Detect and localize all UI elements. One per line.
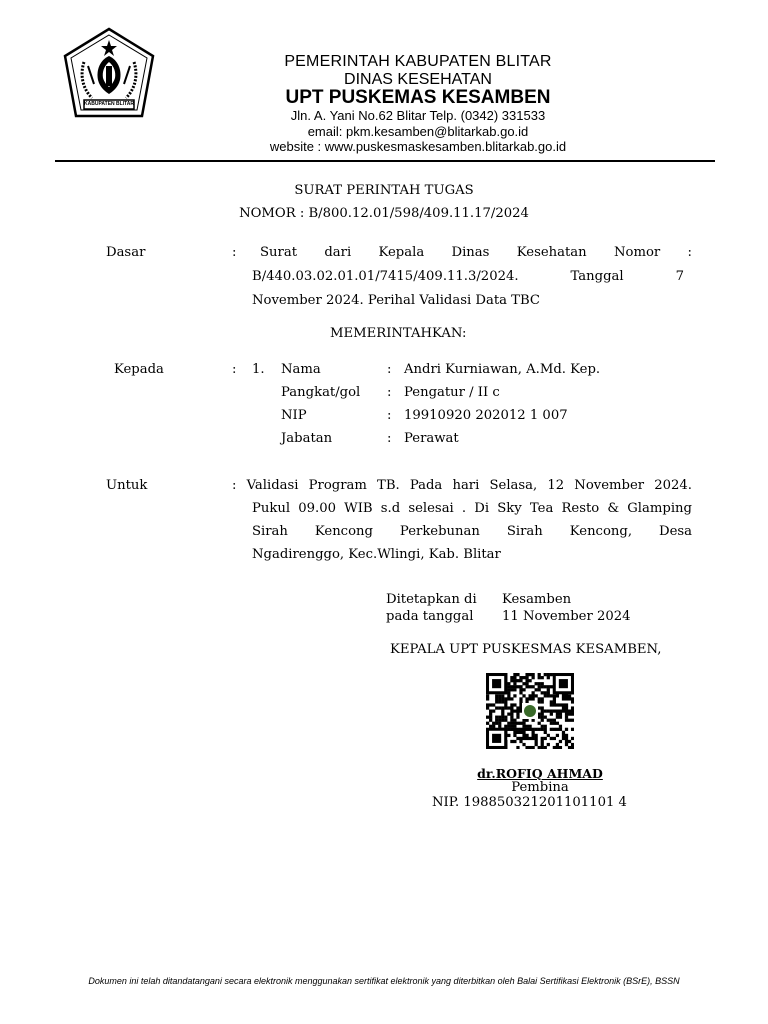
dasar-line-3: November 2024. Perihal Validasi Data TBC — [252, 293, 540, 308]
untuk-line-3: Sirah Kencong Perkebunan Sirah Kencong, Desa — [252, 524, 692, 539]
field-colon-jabatan: : — [387, 431, 392, 446]
dasar-line-1: Surat dari Kepala Dinas Kesehatan Nomor : — [260, 245, 692, 260]
regency-seal-logo — [62, 26, 156, 126]
letterhead-divider — [55, 160, 715, 162]
document-number: NOMOR : B/800.12.01/598/409.11.17/2024 — [239, 206, 529, 221]
kepada-index: 1. — [252, 362, 265, 377]
ditetapkan-value: Kesamben — [502, 592, 572, 607]
e-signature-notice: Dokumen ini telah ditandatangani secara elektronik menggunakan sertifikat elektronik yang diterbitkan oleh Balai Sertifikasi Elektronik (BSrE), BSSN — [88, 976, 680, 986]
field-value-nip: 19910920 202012 1 007 — [404, 408, 568, 423]
untuk-line-1: : Validasi Program TB. Pada hari Selasa, 12 November 2024. — [232, 478, 692, 493]
tanggal-label: pada tanggal — [386, 609, 474, 624]
field-label-pangkat: Pangkat/gol — [281, 385, 361, 400]
address-line: Jln. A. Yani No.62 Blitar Telp. (0342) 331533 — [290, 108, 546, 123]
signatory-rank: Pembina — [511, 780, 569, 795]
government-name: PEMERINTAH KABUPATEN BLITAR — [284, 53, 552, 70]
document-title: SURAT PERINTAH TUGAS — [294, 183, 474, 198]
agency-name: DINAS KESEHATAN — [344, 71, 492, 88]
field-value-nama: Andri Kurniawan, A.Md. Kep. — [404, 362, 601, 377]
website-line: website : www.puskesmaskesamben.blitarkab.go.id — [269, 139, 567, 154]
signatory-office: KEPALA UPT PUSKESMAS KESAMBEN, — [390, 642, 662, 657]
dasar-label: Dasar — [106, 245, 146, 260]
dasar-colon: : — [232, 245, 237, 260]
untuk-line-2: Pukul 09.00 WIB s.d selesai . Di Sky Tea Resto & Glamping — [252, 501, 692, 516]
unit-name: UPT PUSKEMAS KESAMBEN — [285, 87, 551, 108]
kepada-label: Kepada — [114, 362, 164, 377]
email-line: email: pkm.kesamben@blitarkab.go.id — [307, 124, 529, 139]
tanggal-value: 11 November 2024 — [502, 609, 631, 624]
seal-ribbon-text: KABUPATEN BLITAR — [84, 101, 134, 107]
field-label-jabatan: Jabatan — [281, 431, 333, 446]
field-colon-nama: : — [387, 362, 392, 377]
signatory-nip: NIP. 198850321201101101 4 — [432, 795, 627, 810]
signatory-name: dr.ROFIQ AHMAD — [477, 766, 603, 781]
ditetapkan-label: Ditetapkan di — [386, 592, 477, 607]
kepada-colon: : — [232, 362, 237, 377]
order-heading: MEMERINTAHKAN: — [330, 326, 467, 341]
field-value-pangkat: Pengatur / II c — [404, 385, 500, 400]
field-value-jabatan: Perawat — [404, 431, 459, 446]
field-label-nip: NIP — [281, 408, 307, 423]
untuk-label: Untuk — [106, 478, 148, 493]
qr-code-icon — [486, 673, 574, 749]
dasar-line-2: B/440.03.02.01.01/7415/409.11.3/2024. Tanggal 7 — [252, 269, 684, 284]
untuk-line-4: Ngadirenggo, Kec.Wlingi, Kab. Blitar — [252, 547, 501, 562]
field-colon-nip: : — [387, 408, 392, 423]
field-label-nama: Nama — [281, 362, 321, 377]
field-colon-pangkat: : — [387, 385, 392, 400]
